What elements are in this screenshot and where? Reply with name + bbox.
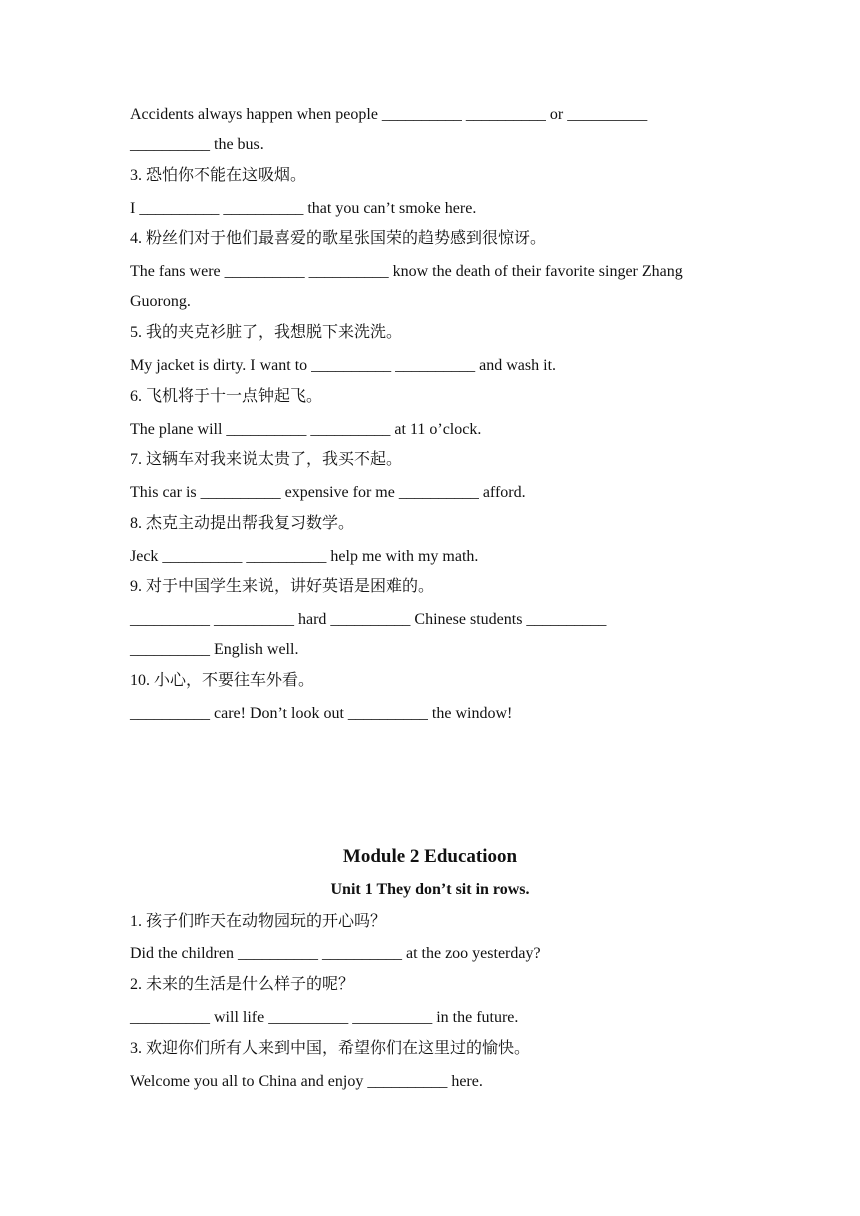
exercise-line: 6. 飞机将于十一点钟起飞。 — [130, 388, 323, 405]
exercise-line: __________ care! Don’t look out __________ the window! — [130, 705, 513, 722]
exercise-line: My jacket is dirty. I want to __________ __________ and wash it. — [130, 357, 557, 374]
exercise-line: 3. 恐怕你不能在这吸烟。 — [130, 167, 307, 184]
exercise-line: 9. 对于中国学生来说，讲好英语是困难的。 — [130, 578, 435, 595]
exercise-line: The fans were __________ __________ know the death of their favorite singer Zhang — [130, 263, 683, 280]
exercise-line: 5. 我的夹克衫脏了，我想脱下来洗洗。 — [130, 324, 403, 341]
exercise-line: The plane will __________ __________ at 11 o’clock. — [130, 421, 482, 438]
exercise-line: 1. 孩子们昨天在动物园玩的开心吗？ — [130, 913, 387, 930]
exercise-line: 4. 粉丝们对于他们最喜爱的歌星张国荣的趋势感到很惊讶。 — [130, 230, 547, 247]
module-title: Module 2 Educatioon — [342, 846, 518, 867]
exercise-line: __________ the bus. — [130, 136, 264, 153]
unit-title: Unit 1 They don’t sit in rows. — [330, 881, 530, 898]
exercise-line: 3. 欢迎你们所有人来到中国，希望你们在这里过的愉快。 — [130, 1040, 531, 1057]
exercise-line: Guorong. — [130, 293, 191, 310]
exercise-line: __________ will life __________ __________ in the future. — [130, 1009, 519, 1026]
exercise-line: 2. 未来的生活是什么样子的呢？ — [130, 976, 355, 993]
exercise-line: 10. 小心，不要往车外看。 — [130, 672, 315, 689]
exercise-line: __________ English well. — [130, 641, 299, 658]
exercise-line: 7. 这辆车对我来说太贵了，我买不起。 — [130, 451, 403, 468]
exercise-line: I __________ __________ that you can’t smoke here. — [130, 200, 477, 217]
exercise-line: This car is __________ expensive for me __________ afford. — [130, 484, 526, 501]
exercise-line: Did the children __________ __________ at the zoo yesterday? — [130, 945, 541, 962]
exercise-line: Welcome you all to China and enjoy __________ here. — [130, 1073, 483, 1090]
exercise-line: Jeck __________ __________ help me with my math. — [130, 548, 479, 565]
exercise-line: Accidents always happen when people __________ __________ or __________ — [130, 106, 648, 123]
exercise-line: __________ __________ hard __________ Chinese students __________ — [130, 611, 607, 628]
exercise-line: 8. 杰克主动提出帮我复习数学。 — [130, 515, 355, 532]
